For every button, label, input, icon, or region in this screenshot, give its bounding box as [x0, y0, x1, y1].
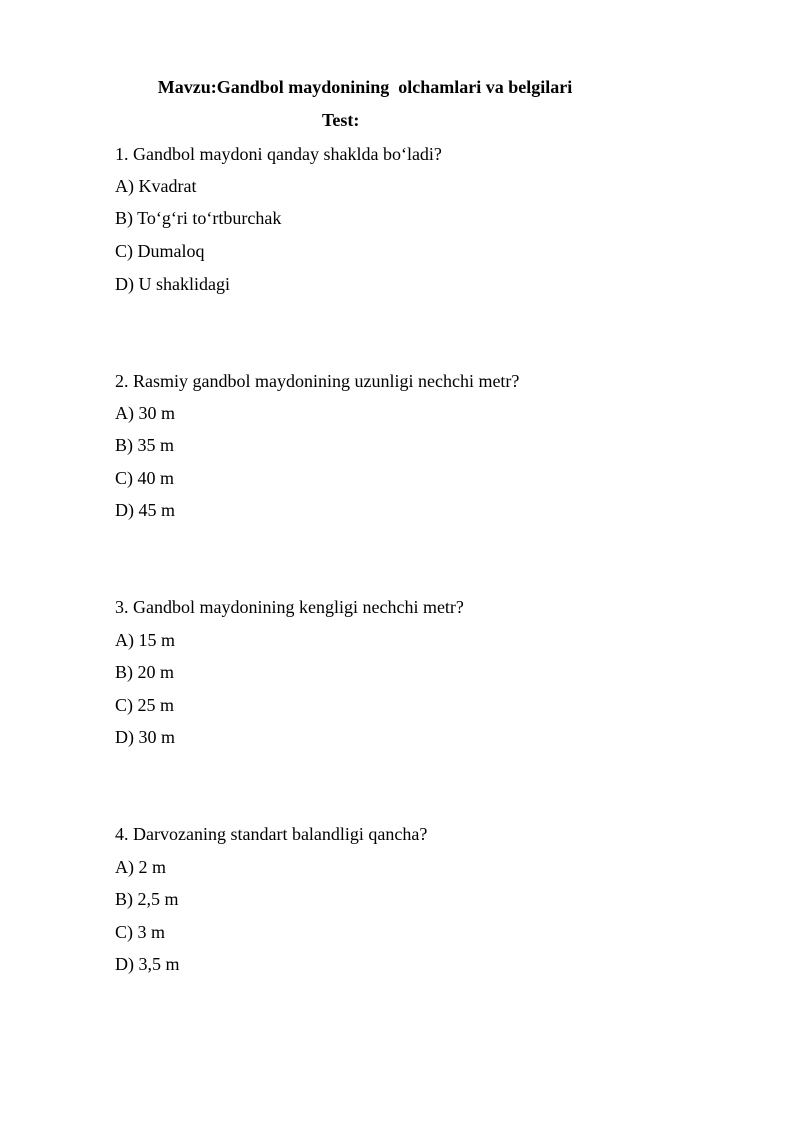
question-1-option-a: A) Kvadrat — [115, 176, 197, 196]
question-3-option-d: D) 30 m — [115, 727, 175, 747]
question-2-option-c: C) 40 m — [115, 468, 175, 488]
question-2-option-d: D) 45 m — [115, 500, 175, 520]
question-2-text: 2. Rasmiy gandbol maydonining uzunligi nechchi metr? — [115, 371, 520, 391]
test-heading: Test: — [322, 110, 360, 130]
question-1-option-b: B) To‘g‘ri to‘rtburchak — [115, 208, 282, 228]
question-2-option-a: A) 30 m — [115, 403, 175, 423]
question-3-text: 3. Gandbol maydonining kengligi nechchi metr? — [115, 597, 464, 617]
question-4-option-a: A) 2 m — [115, 857, 166, 877]
question-3-option-b: B) 20 m — [115, 662, 175, 682]
question-4-option-b: B) 2,5 m — [115, 889, 179, 909]
question-3-option-c: C) 25 m — [115, 695, 175, 715]
question-4-option-d: D) 3,5 m — [115, 954, 180, 974]
question-2-option-b: B) 35 m — [115, 435, 175, 455]
question-1-option-c: C) Dumaloq — [115, 241, 205, 261]
page-title: Mavzu:Gandbol maydonining olchamlari va belgilari — [157, 77, 573, 97]
question-1-text: 1. Gandbol maydoni qanday shaklda bo‘ladi? — [115, 144, 442, 164]
question-4-option-c: C) 3 m — [115, 922, 166, 942]
question-1-option-d: D) U shaklidagi — [115, 274, 230, 294]
question-4-text: 4. Darvozaning standart balandligi qancha? — [115, 824, 428, 844]
question-3-option-a: A) 15 m — [115, 630, 175, 650]
